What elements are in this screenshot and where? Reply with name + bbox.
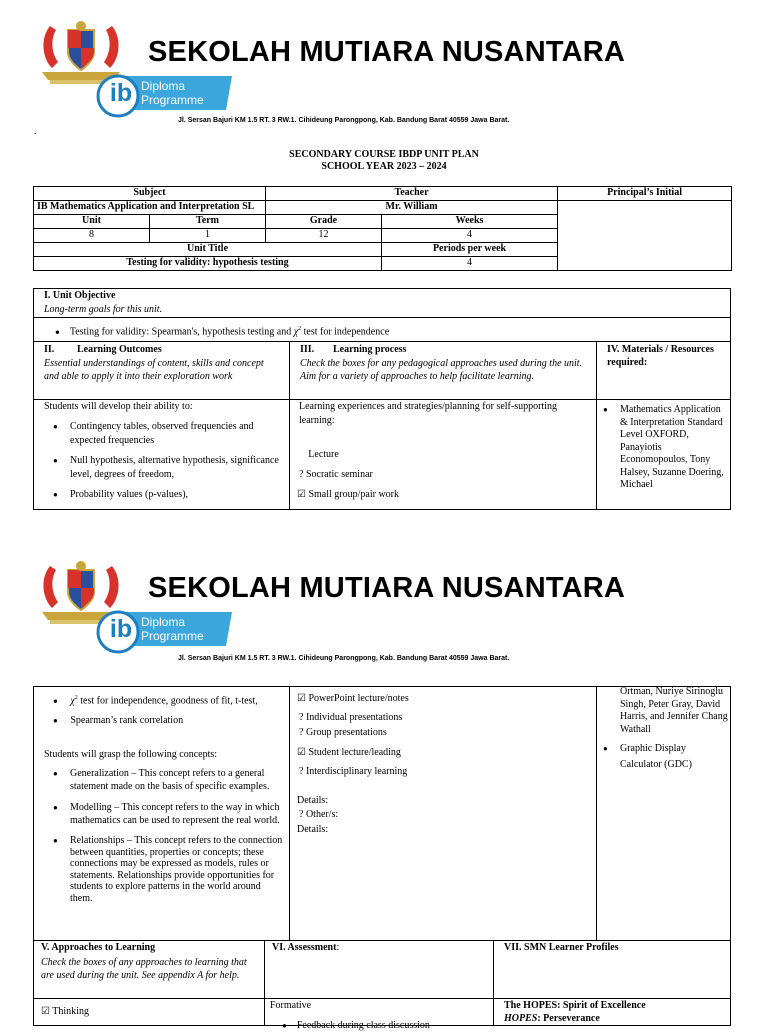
grade-value: 12 — [266, 229, 382, 243]
hopes-heading: The HOPES: Spirit of Excellence — [504, 1000, 646, 1011]
process-option-individual: ? Individual presentations — [299, 712, 403, 723]
process-heading: Learning process — [333, 344, 407, 355]
process-option-powerpoint: ☑ PowerPoint lecture/notes — [297, 693, 409, 704]
subject-value: IB Mathematics Application and Interpretation SL — [34, 201, 266, 215]
profiles-heading: VII. SMN Learner Profiles — [504, 942, 619, 953]
objective-heading: I. Unit Objective — [44, 290, 116, 301]
process-option-group: ? Group presentations — [299, 727, 387, 738]
principal-initial-cell — [558, 201, 732, 271]
atl-description: Check the boxes of any approaches to learning that are used during the unit. See appendix A for help. — [41, 957, 247, 981]
document-title: SECONDARY COURSE IBDP UNIT PLAN — [289, 149, 479, 160]
assessment-heading-wrap: VI. Assessment: — [272, 942, 340, 953]
outcomes-list — [33, 420, 281, 508]
outcome-item-spearman: ● Spearman’s rank correlation — [53, 715, 184, 726]
weeks-value: 4 — [382, 229, 558, 243]
subject-header: Subject — [34, 187, 266, 201]
principal-initial-header: Principal’s Initial — [558, 187, 732, 201]
process-number: III. — [300, 344, 315, 355]
unit-info-table — [33, 186, 732, 271]
process-option-student-lecture: ☑ Student lecture/leading — [297, 747, 401, 758]
atl-option-thinking: ☑ Thinking — [41, 1006, 89, 1017]
objective-subheading: Long-term goals for this unit. — [44, 304, 163, 315]
list-item: ● Modelling – This concept refers to the way in which mathematics can be used to represent the real world. — [33, 801, 285, 827]
stray-dot: . — [34, 126, 37, 137]
outcomes-description: Essential understandings of content, skills and concept and able to apply it into their exploration work — [44, 358, 264, 382]
assessment-partial-item: ● Feedback during class discussion — [282, 1020, 430, 1031]
term-header: Term — [150, 215, 266, 229]
periods-value: 4 — [382, 257, 558, 271]
outcomes-intro: Students will develop their ability to: — [44, 401, 193, 412]
process-option-socratic: ? Socratic seminar — [299, 469, 373, 480]
assessment-heading: VI. Assessment — [272, 942, 337, 953]
process-intro: Learning experiences and strategies/planning for self-supporting learning: — [299, 401, 557, 426]
process-description: Check the boxes for any pedagogical approaches used during the unit. Aim for a variety of approaches to help facilitate learning. — [300, 358, 583, 382]
concepts-list — [33, 767, 285, 919]
unit-title-value: Testing for validity: hypothesis testing — [34, 257, 382, 271]
school-year: SCHOOL YEAR 2023 – 2024 — [321, 161, 447, 172]
materials-item: ● Mathematics Application & Interpretation Standard Level OXFORD, Panayiotis Economopoulos, Tony Halsey, Suzanne Doering, Michael — [603, 404, 724, 490]
school-address: Jl. Sersan Bajuri KM 1.5 RT. 3 RW.1. Cihideung Parongpong, Kab. Bandung Barat 40559 Jawa Barat. — [178, 117, 510, 124]
school-address: Jl. Sersan Bajuri KM 1.5 RT. 3 RW.1. Cihideung Parongpong, Kab. Bandung Barat 40559 Jawa Barat. — [178, 655, 510, 662]
weeks-header: Weeks — [382, 215, 558, 229]
other-label: ? Other/s: — [299, 809, 339, 820]
atl-heading: V. Approaches to Learning — [41, 942, 156, 953]
materials-heading: IV. Materials / Resources required: — [607, 344, 714, 368]
unit-title-header: Unit Title — [34, 243, 382, 257]
concepts-intro: Students will grasp the following concepts: — [44, 749, 218, 760]
list-item: ● Contingency tables, observed frequencies and expected frequencies — [33, 420, 281, 448]
unit-value: 8 — [34, 229, 150, 243]
materials-continued: Ortman, Nuriye Sirinoglu Singh, Peter Gray, David Harris, and Jennifer Chang Wathall — [620, 686, 728, 735]
ib-letters: ib — [109, 615, 133, 643]
grade-header: Grade — [266, 215, 382, 229]
ib-letters: ib — [109, 79, 133, 107]
objective-item: ● Testing for validity: Spearman's, hypothesis testing and $\chi^2$ test for independence — [55, 326, 390, 338]
details-label-2: Details: — [297, 824, 329, 835]
ib-programme-text: Programme — [141, 629, 204, 643]
school-name: SEKOLAH MUTIARA NUSANTARA — [148, 572, 626, 604]
list-item: ● Generalization – This concept refers to a general statement made on the basis of specific examples. — [33, 767, 285, 793]
teacher-value: Mr. William — [266, 201, 558, 215]
outcomes-heading: Learning Outcomes — [77, 344, 162, 355]
ib-diploma-text: Diploma — [141, 79, 186, 93]
assessment-formative: Formative — [270, 1000, 312, 1011]
process-option-small-group: ☑ Small group/pair work — [297, 489, 400, 500]
ib-programme-text: Programme — [141, 93, 204, 107]
process-option-interdisciplinary: ? Interdisciplinary learning — [299, 766, 408, 777]
unit-header: Unit — [34, 215, 150, 229]
hopes-value: HOPES: Perseverance — [504, 1013, 600, 1024]
list-item: ● Relationships – This concept refers to the connection between quantities, properties or concepts; these connections may be expressed as models, rules or statements. Relationships provide opportunities for students to explore patterns in the world around them. — [33, 835, 285, 913]
outcome-item-chi-square: ● $\chi^2$ test for independence, goodness of fit, t-test, — [53, 695, 258, 707]
list-item: ● Probability values (p-values), — [33, 488, 281, 502]
teacher-header: Teacher — [266, 187, 558, 201]
outcomes-number: II. — [44, 344, 55, 355]
periods-header: Periods per week — [382, 243, 558, 257]
term-value: 1 — [150, 229, 266, 243]
school-name: SEKOLAH MUTIARA NUSANTARA — [148, 36, 626, 68]
ib-diploma-text: Diploma — [141, 615, 186, 629]
list-item: ● Null hypothesis, alternative hypothesis, significance level, degrees of freedom, — [33, 454, 281, 482]
materials-item-gdc: ● Graphic Display Calculator (GDC) — [603, 743, 692, 770]
details-label-1: Details: — [297, 795, 329, 806]
process-option-lecture: Lecture — [298, 449, 329, 460]
